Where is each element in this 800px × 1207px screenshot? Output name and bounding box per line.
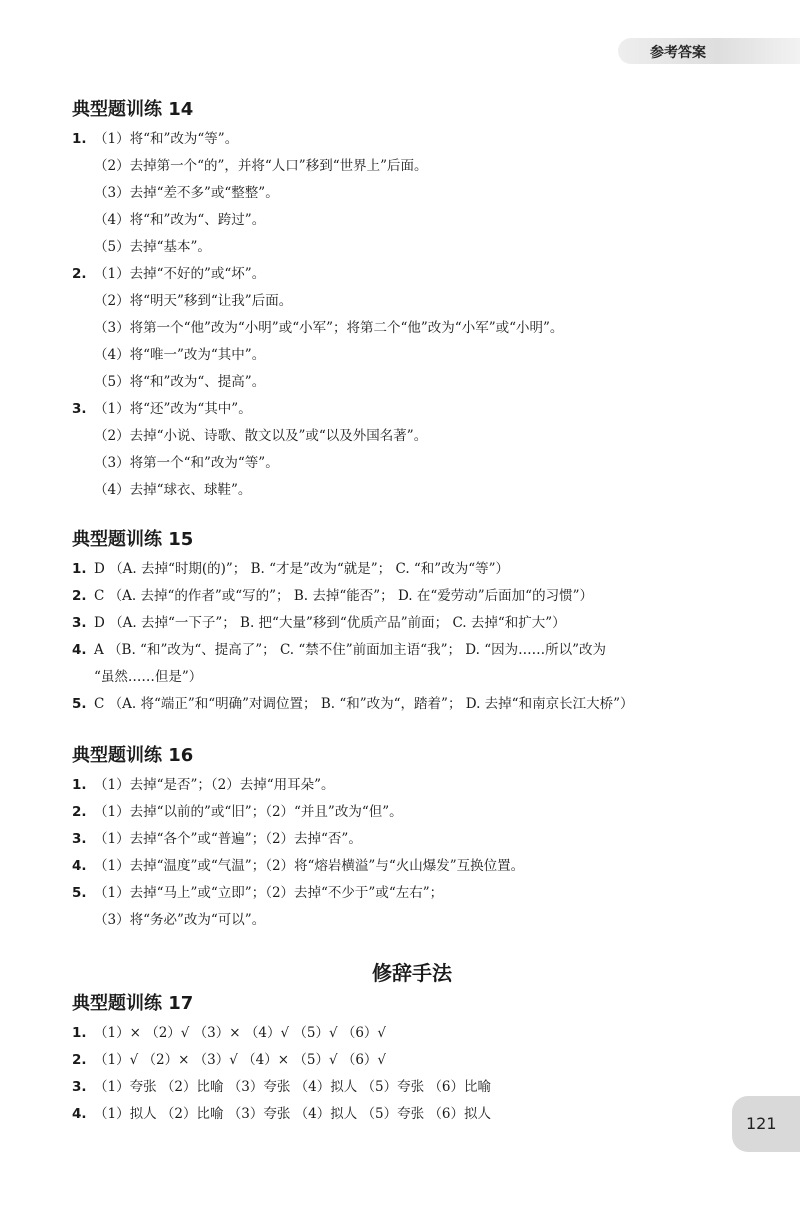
answer-line [72, 477, 752, 504]
question-number: 2. [72, 588, 87, 604]
answer-line [72, 450, 752, 477]
answer-line [72, 288, 752, 315]
answer-text: （2）去掉第一个“的”，并将“人口”移到“世界上”后面。 [94, 158, 428, 174]
answer-text: （2）将“明天”移到“让我”后面。 [94, 293, 293, 309]
section-training-14 [72, 96, 752, 504]
answer-line [72, 637, 752, 664]
answer-text: （5）将“和”改为“、提高”。 [94, 374, 266, 390]
answer-line [72, 880, 752, 907]
answer-line [72, 583, 752, 610]
answer-line [72, 799, 752, 826]
answer-text: （4）去掉“球衣、球鞋”。 [94, 482, 252, 498]
answer-text: （1）夸张 （2）比喻 （3）夸张 （4）拟人 （5）夸张 （6）比喻 [94, 1079, 491, 1095]
question-number: 1. [72, 777, 87, 793]
answer-line [72, 1101, 752, 1128]
answer-line [72, 126, 752, 153]
answer-text: （5）去掉“基本”。 [94, 239, 211, 255]
answer-text: （3）将“务必”改为“可以”。 [94, 912, 266, 928]
answer-line [72, 153, 752, 180]
answer-line [72, 207, 752, 234]
answer-text: （3）将第一个“和”改为“等”。 [94, 455, 279, 471]
answer-line [72, 180, 752, 207]
answer-text: A （B. “和”改为“、提高了”； C. “禁不住”前面加主语“我”； D. “因为……所以”改为 [94, 642, 606, 658]
answer-line [72, 234, 752, 261]
answer-line [72, 423, 752, 450]
answer-text: （1）去掉“是否”；（2）去掉“用耳朵”。 [94, 777, 335, 793]
answer-text: （1）拟人 （2）比喻 （3）夸张 （4）拟人 （5）夸张 （6）拟人 [94, 1106, 491, 1122]
answer-line [72, 772, 752, 799]
section-title: 典型题训练 15 [72, 529, 194, 550]
answer-line [72, 853, 752, 880]
question-number: 4. [72, 858, 87, 874]
question-number: 1. [72, 561, 87, 577]
section-title: 典型题训练 16 [72, 745, 194, 766]
question-number: 4. [72, 1106, 87, 1122]
answer-line [72, 664, 752, 691]
answer-line [72, 1047, 752, 1074]
question-number: 2. [72, 804, 87, 820]
page-number-tab [732, 1096, 800, 1152]
question-number: 5. [72, 885, 87, 901]
answer-line [72, 315, 752, 342]
question-number: 2. [72, 1052, 87, 1068]
question-number: 1. [72, 131, 87, 147]
answer-text: （1）去掉“各个”或“普遍”；（2）去掉“否”。 [94, 831, 362, 847]
section-training-17 [72, 990, 752, 1128]
section-training-15 [72, 526, 752, 718]
answer-line [72, 610, 752, 637]
section-title: 典型题训练 17 [72, 993, 194, 1014]
question-number: 3. [72, 831, 87, 847]
answer-line [72, 1020, 752, 1047]
page-number: 121 [746, 1114, 777, 1133]
answer-text: （1）去掉“温度”或“气温”；（2）将“熔岩横溢”与“火山爆发”互换位置。 [94, 858, 525, 874]
answer-text: “虽然……但是”） [94, 669, 203, 685]
header-answers-tab [618, 38, 800, 64]
answer-text: C （A. 将“端正”和“明确”对调位置； B. “和”改为“，踏着”； D. 去掉“和南京长江大桥”） [94, 696, 634, 712]
answer-line [72, 396, 752, 423]
answer-text: （1）去掉“马上”或“立即”；（2）去掉“不少于”或“左右”； [94, 885, 444, 901]
question-number: 4. [72, 642, 87, 658]
answer-text: （1）√ （2）× （3）√ （4）× （5）√ （6）√ [94, 1052, 387, 1068]
answer-text: （3）去掉“差不多”或“整整”。 [94, 185, 279, 201]
section-title: 典型题训练 14 [72, 99, 194, 120]
section-training-16 [72, 742, 752, 934]
answer-text: C （A. 去掉“的作者”或“写的”； B. 去掉“能否”； D. 在“爱劳动”后面加“的习惯”） [94, 588, 593, 604]
answer-text: （1）去掉“以前的”或“旧”；（2）“并且”改为“但”。 [94, 804, 403, 820]
answer-text: （1）去掉“不好的”或“坏”。 [94, 266, 266, 282]
answer-text: （4）将“唯一”改为“其中”。 [94, 347, 266, 363]
answer-text: （4）将“和”改为“、跨过”。 [94, 212, 266, 228]
chapter-title: 修辞手法 [372, 961, 452, 985]
answer-line [72, 342, 752, 369]
question-number: 3. [72, 401, 87, 417]
answer-text: （1）× （2）√ （3）× （4）√ （5）√ （6）√ [94, 1025, 387, 1041]
answer-line [72, 369, 752, 396]
answer-text: （2）去掉“小说、诗歌、散文以及”或“以及外国名著”。 [94, 428, 428, 444]
question-number: 5. [72, 696, 87, 712]
header-label: 参考答案 [650, 45, 706, 61]
question-number: 3. [72, 1079, 87, 1095]
answer-text: （1）将“和”改为“等”。 [94, 131, 239, 147]
answer-line [72, 1074, 752, 1101]
answer-text: D （A. 去掉“时期(的)”； B. “才是”改为“就是”； C. “和”改为“等”） [94, 561, 510, 577]
answer-line [72, 556, 752, 583]
answer-text: （3）将第一个“他”改为“小明”或“小军”；将第二个“他”改为“小军”或“小明”。 [94, 320, 564, 336]
question-number: 2. [72, 266, 87, 282]
answer-text: D （A. 去掉“一下子”； B. 把“大量”移到“优质产品”前面； C. 去掉“和扩大”） [94, 615, 566, 631]
answer-line [72, 826, 752, 853]
answer-line [72, 907, 752, 934]
answer-line [72, 261, 752, 288]
question-number: 3. [72, 615, 87, 631]
answer-text: （1）将“还”改为“其中”。 [94, 401, 252, 417]
question-number: 1. [72, 1025, 87, 1041]
answer-line [72, 691, 752, 718]
